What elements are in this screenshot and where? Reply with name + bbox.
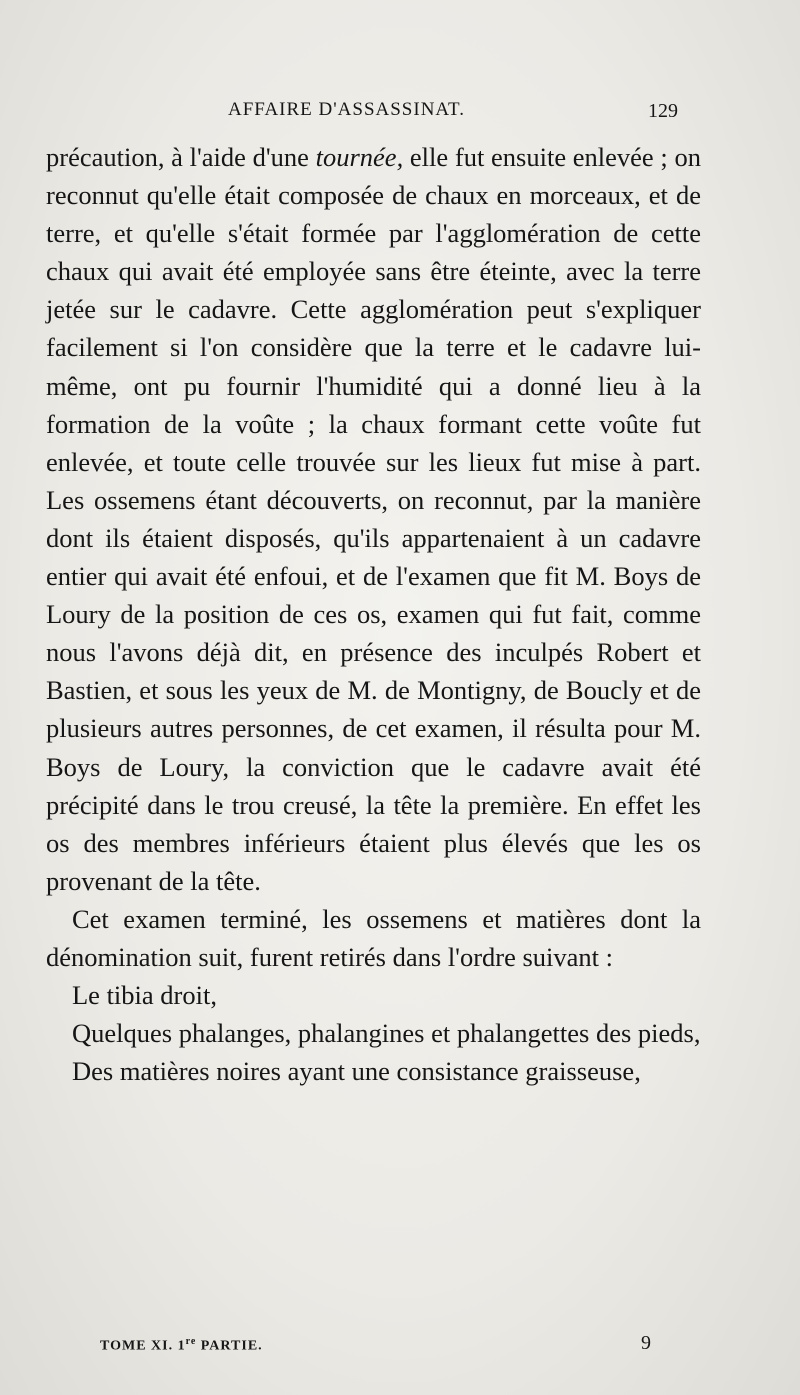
- page-number: 129: [648, 100, 678, 122]
- signature-superscript: re: [185, 1336, 197, 1347]
- signature-prefix: TOME XI. 1: [100, 1338, 186, 1354]
- signature-number: 9: [641, 1332, 651, 1354]
- signature-mark: [100, 1336, 263, 1355]
- paragraph-1-text-b: elle fut ensuite enlevée ; on reconnut qu'elle était composée de chaux en morceaux, et de terre, et qu'elle s'était formée par l'agglomération de cette chaux qui avait été employée sans être éteinte, avec la terre jetée sur le cadavre. Cette agglomération peut s'expliquer facilement si l'on considère que la terre et le cadavre lui-même, ont pu fournir l'humidité qui a donné lieu à la formation de la voûte ; la chaux formant cette voûte fut enlevée, et toute celle trouvée sur les lieux fut mise à part. Les ossemens étant découverts, on reconnut, par la manière dont ils étaient disposés, qu'ils appartenaient à un cadavre entier qui avait été enfoui, et de l'examen que fit M. Boys de Loury de la position de ces os, examen qui fut fait, comme nous l'avons déjà dit, en présence des inculpés Robert et Bastien, et sous les yeux de M. de Montigny, de Boucly et de plusieurs autres personnes, de cet examen, il résulta pour M. Boys de Loury, la conviction que le cadavre avait été précipité dans le trou creusé, la tête la première. En effet les os des membres inférieurs étaient plus élevés que les os provenant de la tête.: [46, 142, 701, 896]
- body-text: [46, 138, 701, 1090]
- running-title: AFFAIRE D'ASSASSINAT.: [228, 99, 465, 120]
- list-item-matieres-noires: Des matières noires ayant une consistance graisseuse,: [72, 1056, 641, 1087]
- paragraph-1-text-a: précaution, à l'aide d'une: [46, 142, 316, 172]
- paragraph-1-italic: tournée,: [315, 142, 404, 172]
- paragraph-1: [46, 138, 701, 900]
- paragraph-2: Cet examen terminé, les ossemens et matières dont la dénomination suit, furent retirés dans l'ordre suivant :: [46, 903, 701, 972]
- list-item-phalanges: Quelques phalanges, phalangines et phalangettes des pieds,: [72, 1018, 701, 1049]
- list-item-tibia: Le tibia droit,: [72, 980, 217, 1011]
- signature-suffix: PARTIE.: [196, 1338, 263, 1354]
